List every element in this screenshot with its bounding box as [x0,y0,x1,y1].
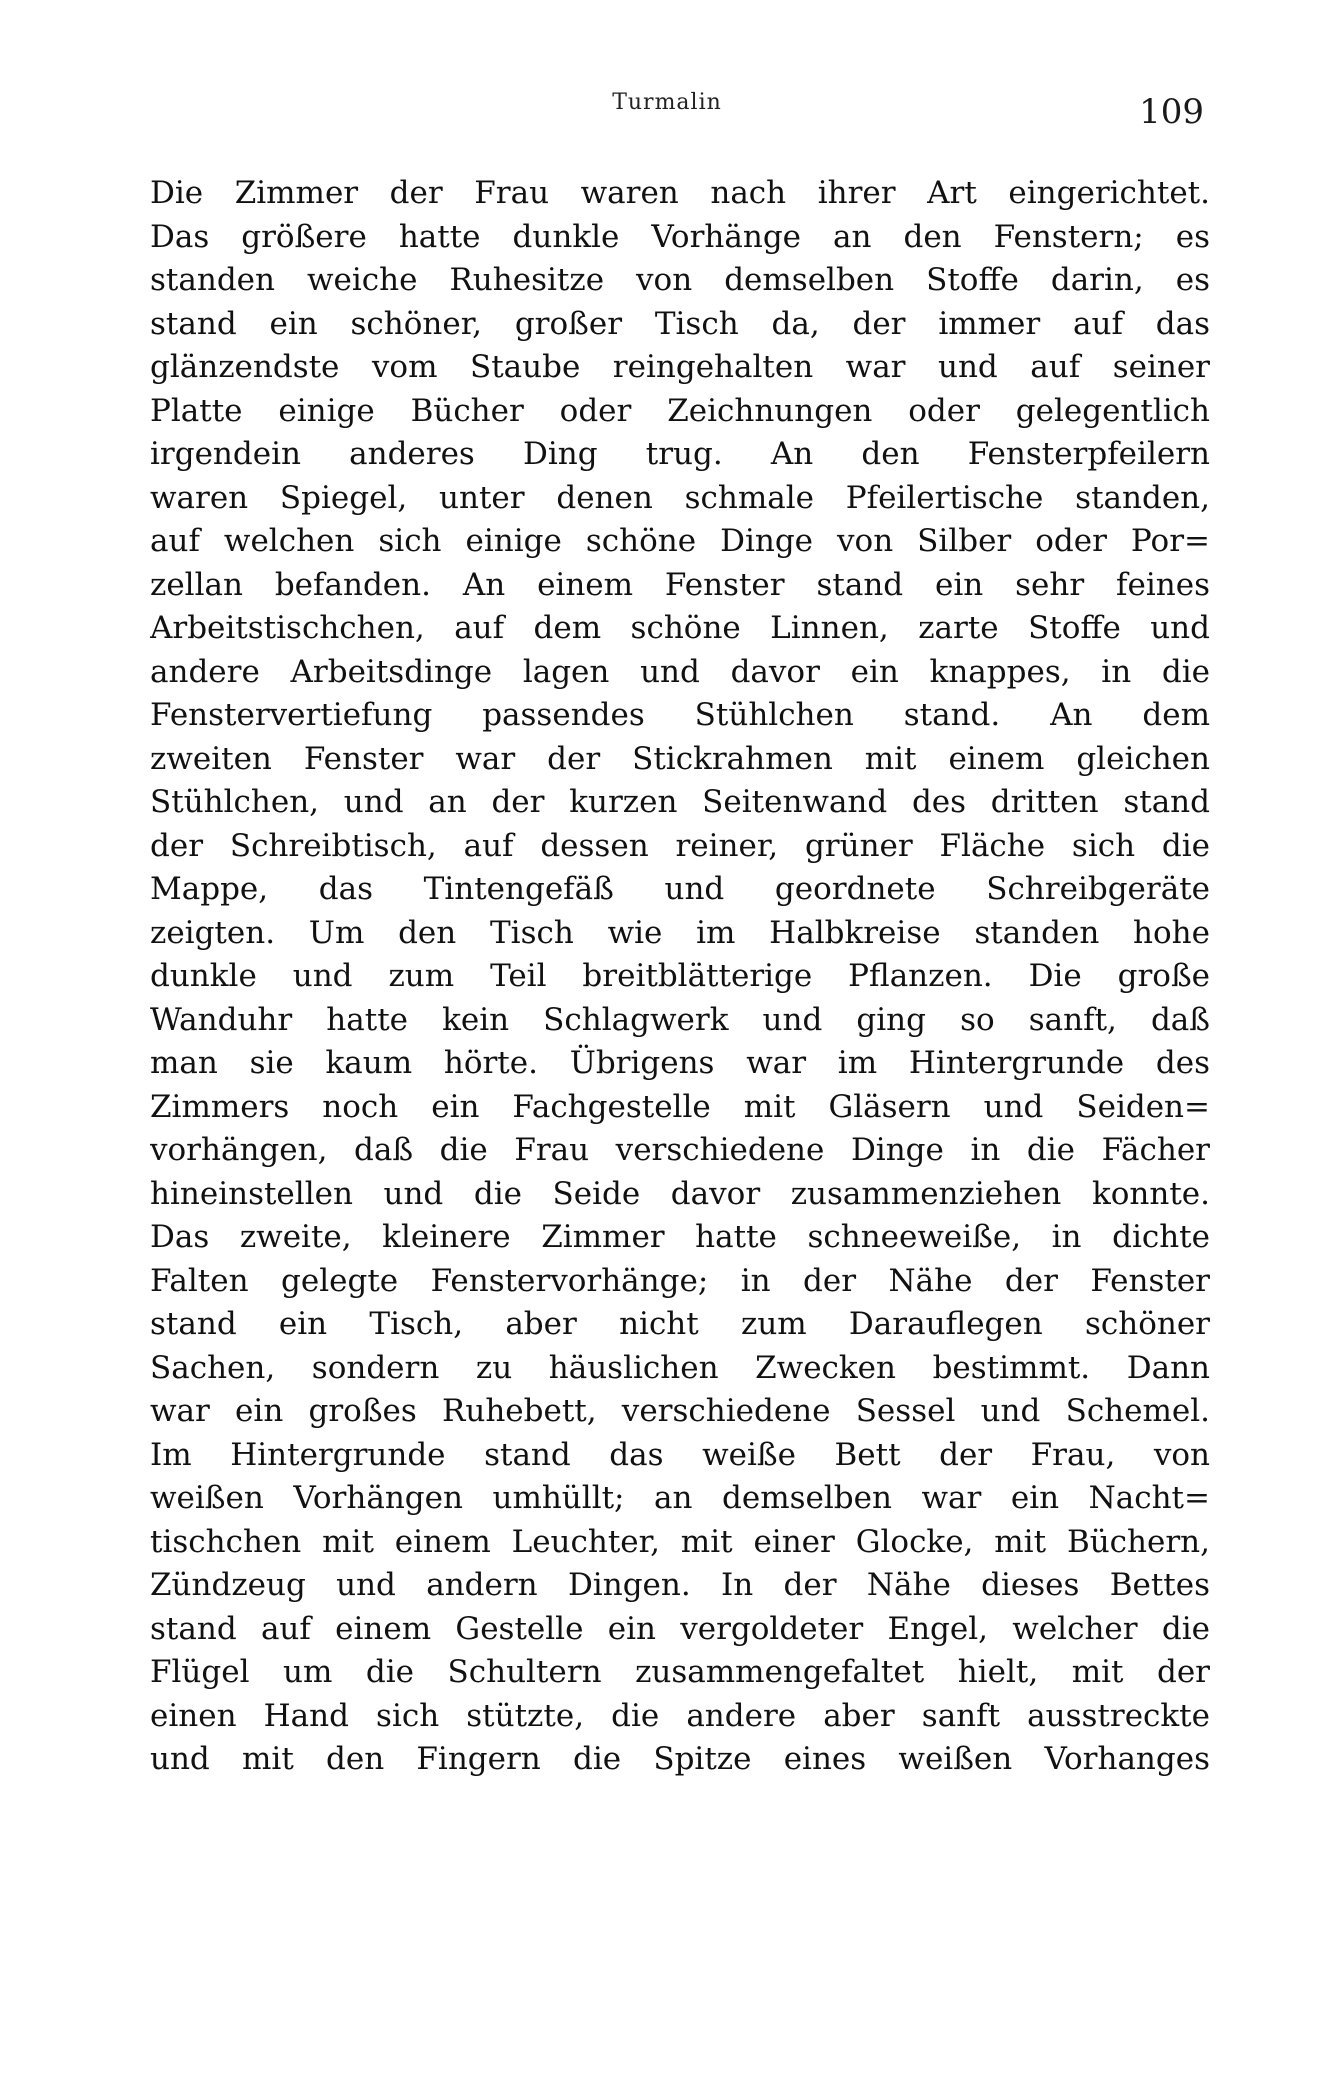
text-line: man sie kaum hörte. Übrigens war im Hintergrunde des [150,1045,1210,1081]
text-line: tischchen mit einem Leuchter, mit einer Glocke, mit Büchern, [150,1523,1210,1560]
text-line: Platte einige Bücher oder Zeichnungen oder gelegentlich [150,392,1210,429]
text-line: Wanduhr hatte kein Schlagwerk und ging so sanft, daß [150,1001,1210,1038]
text-line: Arbeitstischchen, auf dem schöne Linnen, zarte Stoffe und [150,610,1210,646]
text-line: stand ein Tisch, aber nicht zum Darauflegen schöner [150,1306,1210,1342]
text-line: zeigten. Um den Tisch wie im Halbkreise standen hohe [150,914,1210,951]
page-number: 109 [1139,92,1204,132]
text-line: standen weiche Ruhesitze von demselben Stoffe darin, es [150,262,1210,298]
text-line: Fenstervertiefung passendes Stühlchen stand. An dem [150,697,1210,733]
text-line: Die Zimmer der Frau waren nach ihrer Art eingerichtet. [150,175,1210,211]
text-line: glänzendste vom Staube reingehalten war und auf seiner [150,349,1210,385]
text-line: Stühlchen, und an der kurzen Seitenwand des dritten stand [150,784,1210,820]
text-line: dunkle und zum Teil breitblätterige Pflanzen. Die große [150,958,1210,994]
text-line: irgendein anderes Ding trug. An den Fensterpfeilern [150,436,1210,472]
text-line: war ein großes Ruhebett, verschiedene Sessel und Schemel. [150,1393,1210,1429]
text-line: Im Hintergrunde stand das weiße Bett der Frau, von [150,1436,1210,1473]
text-line: weißen Vorhängen umhüllt; an demselben war ein Nacht= [150,1480,1210,1516]
running-title: Turmalin [612,90,722,115]
text-line: Mappe, das Tintengefäß und geordnete Schreibgeräte [150,871,1210,907]
text-line: Das größere hatte dunkle Vorhänge an den Fenstern; es [150,218,1210,255]
text-line: hineinstellen und die Seide davor zusammenziehen konnte. [150,1175,1210,1212]
text-line: der Schreibtisch, auf dessen reiner, grüner Fläche sich die [150,827,1210,864]
body-text [150,172,1210,1782]
text-line: vorhängen, daß die Frau verschiedene Dinge in die Fächer [150,1132,1210,1168]
text-line: Flügel um die Schultern zusammengefaltet hielt, mit der [150,1654,1210,1690]
text-line: auf welchen sich einige schöne Dinge von Silber oder Por= [150,523,1210,559]
text-line: zweiten Fenster war der Stickrahmen mit einem gleichen [150,740,1210,777]
text-line: Falten gelegte Fenstervorhänge; in der Nähe der Fenster [150,1262,1210,1299]
text-line: Zimmers noch ein Fachgestelle mit Gläsern und Seiden= [150,1088,1210,1125]
text-line: stand ein schöner, großer Tisch da, der immer auf das [150,305,1210,342]
text-line: zellan befanden. An einem Fenster stand ein sehr feines [150,566,1210,603]
text-line: Zündzeug und andern Dingen. In der Nähe dieses Bettes [150,1567,1210,1603]
text-line: stand auf einem Gestelle ein vergoldeter Engel, welcher die [150,1610,1210,1647]
text-line: Sachen, sondern zu häuslichen Zwecken bestimmt. Dann [150,1349,1210,1386]
text-line: und mit den Fingern die Spitze eines weißen Vorhanges [150,1741,1210,1777]
text-line: Das zweite, kleinere Zimmer hatte schneeweiße, in dichte [150,1219,1210,1255]
text-line: einen Hand sich stützte, die andere aber sanft ausstreckte [150,1697,1210,1734]
text-line: waren Spiegel, unter denen schmale Pfeilertische standen, [150,479,1210,516]
text-line: andere Arbeitsdinge lagen und davor ein knappes, in die [150,653,1210,690]
